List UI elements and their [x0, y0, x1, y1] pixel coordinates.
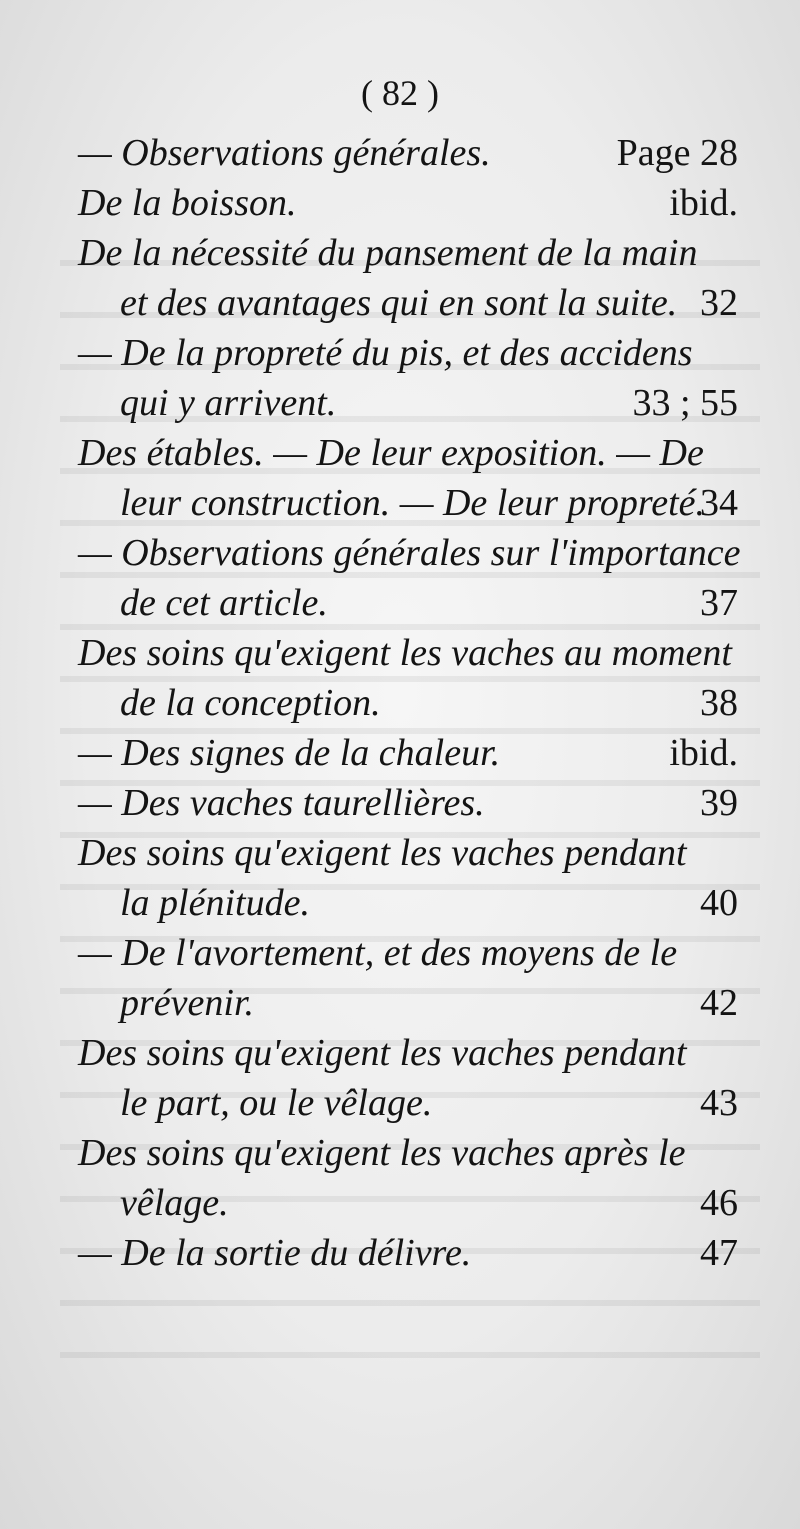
toc-entry	[78, 728, 738, 778]
toc-entry-page: 47	[700, 1232, 738, 1274]
toc-entry	[78, 528, 741, 578]
toc-entry-text: Des étables. — De leur exposition. — De	[78, 432, 704, 474]
toc-entry-page: 40	[700, 882, 738, 924]
toc-entry	[78, 828, 738, 878]
toc-entry	[78, 1178, 738, 1228]
toc-entry-page: 32	[700, 282, 738, 324]
toc-entry	[78, 178, 738, 228]
toc-entry	[78, 328, 738, 378]
toc-entry-page: 38	[700, 682, 738, 724]
toc-entry-page: 34	[700, 482, 738, 524]
toc-entry-page: ibid.	[669, 732, 738, 774]
toc-entry-page: 43	[700, 1082, 738, 1124]
toc-entry-text: qui y arrivent.	[120, 382, 337, 424]
toc-entry	[78, 1078, 738, 1128]
toc-entry	[78, 1128, 738, 1178]
toc-entry	[78, 428, 738, 478]
toc-entry-page: 39	[700, 782, 738, 824]
toc-entry-page: ibid.	[669, 182, 738, 224]
toc-entry-text: la plénitude.	[120, 882, 310, 924]
toc-entry-text: leur construction. — De leur propreté.	[120, 482, 706, 524]
toc-entry-page: Page 28	[616, 132, 738, 174]
toc-entry	[78, 278, 738, 328]
toc-entry-text: Des soins qu'exigent les vaches au moment	[78, 632, 732, 674]
toc-entry-text: le part, ou le vêlage.	[120, 1082, 433, 1124]
toc-entry-text: De la nécessité du pansement de la main	[78, 232, 698, 274]
toc-entry-page: 46	[700, 1182, 738, 1224]
toc-entry-text: — De la propreté du pis, et des accidens	[78, 332, 693, 374]
toc-entry	[78, 378, 738, 428]
toc-entry-text: — Observations générales.	[78, 132, 491, 174]
toc-entry-text: vêlage.	[120, 1182, 229, 1224]
toc-entry	[78, 478, 738, 528]
toc-entry	[78, 928, 738, 978]
toc-entry-text: et des avantages qui en sont la suite.	[120, 282, 678, 324]
toc-entry-text: — De l'avortement, et des moyens de le	[78, 932, 678, 974]
toc-entry-text: — Observations générales sur l'importance	[78, 532, 741, 574]
toc-entry-page: 33 ; 55	[632, 382, 738, 424]
toc-entry-page: 37	[700, 582, 738, 624]
toc-entry	[78, 128, 738, 178]
toc-entry	[78, 628, 738, 678]
toc-entry	[78, 1028, 738, 1078]
toc-entry-text: — Des vaches taurellières.	[78, 782, 485, 824]
toc-entry-text: de la conception.	[120, 682, 381, 724]
toc-entry-page: 42	[700, 982, 738, 1024]
toc-entry	[78, 578, 738, 628]
toc-entry	[78, 228, 738, 278]
toc-entry-text: prévenir.	[120, 982, 255, 1024]
toc-entry	[78, 878, 738, 928]
toc-entry-text: Des soins qu'exigent les vaches pendant	[78, 832, 687, 874]
page-number: ( 82 )	[361, 73, 439, 113]
toc-entry-text: — Des signes de la chaleur.	[78, 732, 501, 774]
toc-entry-text: De la boisson.	[78, 182, 297, 224]
toc-entry-text: de cet article.	[120, 582, 328, 624]
toc-entry-text: — De la sortie du délivre.	[78, 1232, 472, 1274]
toc-entry	[78, 778, 738, 828]
toc-entry	[78, 1228, 738, 1278]
toc-entry	[78, 678, 738, 728]
table-of-contents	[78, 128, 741, 1278]
toc-entry-text: Des soins qu'exigent les vaches pendant	[78, 1032, 687, 1074]
toc-entry-text: Des soins qu'exigent les vaches après le	[78, 1132, 686, 1174]
toc-entry	[78, 978, 738, 1028]
